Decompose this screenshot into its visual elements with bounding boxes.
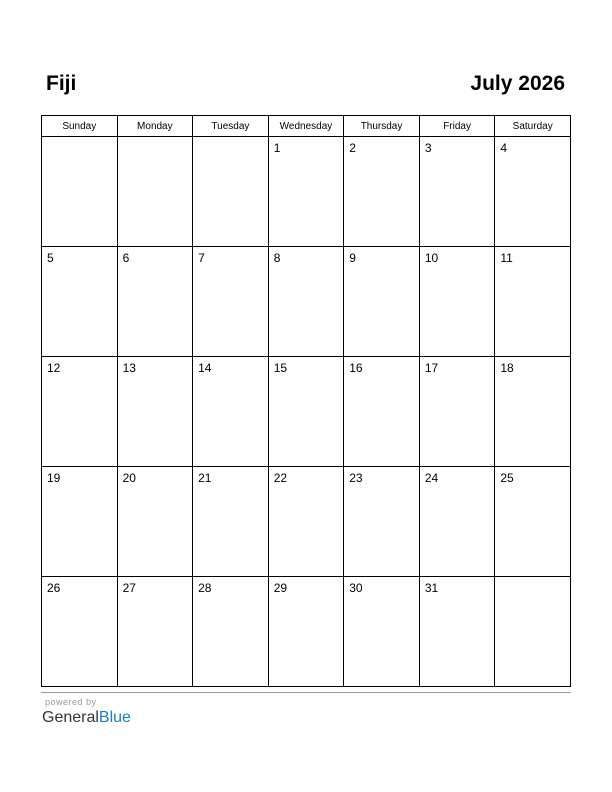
day-cell: [193, 577, 269, 687]
day-cell: [42, 137, 118, 247]
day-cell: [344, 247, 420, 357]
day-cell: [193, 137, 269, 247]
day-cell: [268, 247, 344, 357]
weekday-saturday: Saturday: [495, 116, 571, 137]
day-number: 22: [273, 471, 288, 485]
day-cell: [42, 577, 118, 687]
calendar-grid: [41, 115, 571, 687]
week-row: [42, 247, 571, 357]
day-cell: [193, 357, 269, 467]
day-cell: [344, 577, 420, 687]
day-cell: [268, 577, 344, 687]
day-number: 14: [198, 361, 212, 375]
day-cell: [117, 467, 193, 577]
day-number: 19: [47, 471, 61, 485]
day-cell: [268, 357, 344, 467]
day-number: 30: [349, 581, 363, 595]
day-cell: [344, 467, 420, 577]
day-number: 29: [273, 581, 288, 595]
day-number: 18: [500, 361, 514, 375]
day-number: 7: [198, 251, 205, 265]
day-cell: [42, 357, 118, 467]
day-cell: [268, 467, 344, 577]
day-cell: [42, 247, 118, 357]
day-number: 5: [47, 251, 54, 265]
generalblue-logo[interactable]: [42, 708, 131, 728]
day-cell: [117, 357, 193, 467]
day-cell: [268, 137, 344, 247]
day-cell: [42, 467, 118, 577]
day-cell: [419, 577, 495, 687]
day-number: [495, 577, 570, 581]
day-number: 13: [122, 361, 136, 375]
weekday-wednesday: Wednesday: [268, 116, 344, 137]
day-cell: [419, 357, 495, 467]
weekday-sunday: Sunday: [42, 116, 118, 137]
day-number: 4: [500, 141, 508, 155]
day-number: 15: [273, 361, 288, 375]
day-number: [118, 137, 193, 141]
day-number: 23: [349, 471, 363, 485]
day-cell: [419, 467, 495, 577]
day-number: 8: [273, 251, 281, 265]
weekday-friday: Friday: [419, 116, 495, 137]
weekday-header-row: [42, 116, 571, 137]
day-cell: [495, 577, 571, 687]
month-title: July 2026: [470, 72, 565, 95]
powered-by-label: powered by: [45, 697, 97, 707]
day-cell: [495, 467, 571, 577]
day-cell: [495, 357, 571, 467]
week-row: [42, 577, 571, 687]
week-row: [42, 467, 571, 577]
day-number: 25: [500, 471, 514, 485]
day-cell: [344, 357, 420, 467]
country-title: Fiji: [46, 72, 77, 95]
week-row: [42, 137, 571, 247]
day-cell: [193, 247, 269, 357]
day-number: 16: [349, 361, 363, 375]
weekday-thursday: Thursday: [344, 116, 420, 137]
day-cell: [193, 467, 269, 577]
day-number: 10: [424, 251, 439, 265]
day-number: 27: [122, 581, 136, 595]
day-number: 28: [198, 581, 212, 595]
day-number: 21: [198, 471, 212, 485]
day-number: [193, 137, 268, 141]
day-cell: [117, 577, 193, 687]
day-number: 11: [500, 251, 513, 265]
brand-blue: Blue: [98, 709, 131, 726]
day-cell: [117, 247, 193, 357]
day-number: 24: [424, 471, 439, 485]
day-cell: [117, 137, 193, 247]
weekday-tuesday: Tuesday: [193, 116, 269, 137]
day-cell: [495, 247, 571, 357]
day-number: 26: [47, 581, 61, 595]
day-number: 3: [424, 141, 432, 155]
day-number: 12: [47, 361, 61, 375]
day-number: 2: [349, 141, 356, 155]
day-cell: [344, 137, 420, 247]
day-number: 17: [424, 361, 439, 375]
day-number: 6: [122, 251, 130, 265]
day-number: [42, 137, 117, 141]
day-number: 20: [122, 471, 136, 485]
day-cell: [419, 247, 495, 357]
day-number: 9: [349, 251, 356, 265]
weekday-monday: Monday: [117, 116, 193, 137]
footer-divider: [41, 692, 571, 693]
day-cell: [419, 137, 495, 247]
day-number: 31: [424, 581, 439, 595]
week-row: [42, 357, 571, 467]
brand-general: General: [42, 709, 99, 726]
day-number: 1: [273, 141, 281, 155]
day-cell: [495, 137, 571, 247]
